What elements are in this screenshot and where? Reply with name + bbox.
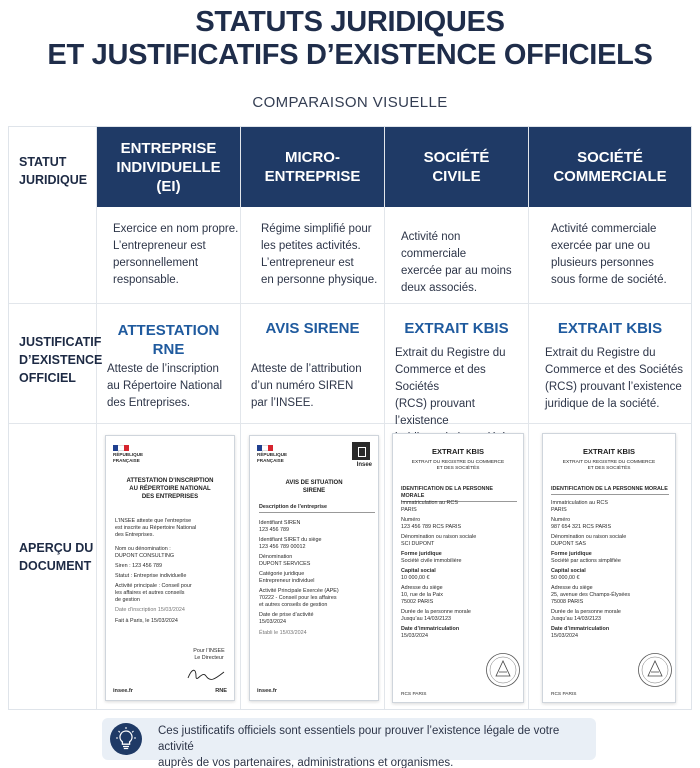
french-flag-icon bbox=[113, 445, 129, 451]
sirene-title-line: AVIS DE SITUATION bbox=[285, 480, 343, 486]
doc-title-line: ATTESTATION bbox=[117, 322, 220, 339]
french-flag-icon bbox=[257, 445, 273, 451]
sirene-field-label: Dénomination bbox=[259, 554, 293, 560]
row-label-line: JURIDIQUE bbox=[19, 173, 88, 187]
sirene-field-value: 70222 - Conseil pour les affaires bbox=[259, 595, 337, 601]
kbis-civile-footer: RCS PARIS bbox=[401, 692, 427, 697]
col-divider bbox=[384, 127, 385, 709]
kbis-subtitle-line: EXTRAIT DU REGISTRE DU COMMERCE bbox=[562, 460, 656, 465]
rne-field: Statut : Entreprise individuelle bbox=[115, 573, 187, 579]
row-label-justificatif bbox=[19, 333, 103, 387]
seal-icon bbox=[485, 652, 521, 688]
sirene-fields bbox=[259, 520, 377, 637]
sirene-field-value: DUPONT SERVICES bbox=[259, 561, 311, 567]
doc-desc-line: Atteste de l’attribution bbox=[251, 363, 362, 375]
kbis-civile-subtitle bbox=[393, 460, 523, 472]
kbis-commerciale-subtitle bbox=[543, 460, 675, 472]
sirene-field-value: 123 456 789 bbox=[259, 527, 289, 533]
header-civile bbox=[385, 127, 528, 207]
rne-field: les affaires et autres conseils bbox=[115, 590, 185, 596]
kbis-field-value: DUPONT SAS bbox=[551, 541, 586, 547]
sirene-footer: insee.fr bbox=[257, 688, 277, 694]
rne-signatory bbox=[186, 648, 232, 662]
kbis-field-value: 75008 PARIS bbox=[551, 599, 584, 605]
rne-field: de gestion bbox=[115, 597, 140, 603]
sirene-field-label: Date de prise d’activité bbox=[259, 612, 314, 618]
header-micro bbox=[241, 127, 384, 207]
lightbulb-icon bbox=[110, 723, 142, 755]
kbis-field-label: Immatriculation au RCS bbox=[401, 500, 458, 506]
footer-note bbox=[102, 718, 596, 768]
kbis-field-label: Durée de la personne morale bbox=[551, 609, 621, 615]
kbis-civile-fields bbox=[401, 500, 519, 640]
desc-line: responsable. bbox=[113, 274, 179, 286]
header-line: SOCIÉTÉ bbox=[577, 149, 643, 166]
rne-field: Date d’inscription 15/03/2024 bbox=[115, 607, 185, 613]
rne-field: Activité principale : Conseil pour bbox=[115, 583, 192, 589]
rne-title-line: ATTESTATION D’INSCRIPTION bbox=[126, 478, 214, 484]
kbis-field-label: Adresse du siège bbox=[551, 585, 593, 591]
footer-note-line: auprès de vos partenaires, administrations et organismes. bbox=[158, 757, 454, 768]
desc-line: Exercice en nom propre. bbox=[113, 223, 239, 235]
doc-desc-sirene bbox=[251, 361, 383, 412]
footer-note-line: Ces justificatifs officiels sont essentiels pour prouver l’existence légale de votre activité bbox=[158, 725, 560, 753]
page-title bbox=[0, 6, 700, 72]
desc-line: sous forme de société. bbox=[551, 274, 667, 286]
rne-field: Fait à Paris, le 15/03/2024 bbox=[115, 618, 178, 624]
kbis-commerciale-title: EXTRAIT KBIS bbox=[582, 447, 636, 456]
sirene-field-label: Identifiant SIREN bbox=[259, 520, 301, 526]
sirene-field-value: Entrepreneur individuel bbox=[259, 578, 315, 584]
rne-fields bbox=[115, 546, 231, 625]
sirene-title-line: SIRENE bbox=[302, 488, 326, 494]
republique-label bbox=[113, 452, 143, 463]
desc-line: plusieurs personnes bbox=[551, 257, 654, 269]
header-commerciale bbox=[529, 127, 691, 207]
kbis-field-label: Dénomination ou raison sociale bbox=[401, 534, 477, 540]
kbis-field-value: Société civile immobilière bbox=[401, 558, 462, 564]
row-label-line: DOCUMENT bbox=[19, 559, 92, 573]
rne-signatory-line: Le Directeur bbox=[194, 655, 224, 661]
sirene-field-label: Activité Principale Exercée (APE) bbox=[259, 588, 339, 594]
kbis-field-value: 75002 PARIS bbox=[401, 599, 434, 605]
kbis-field-label: Date d’immatriculation bbox=[551, 626, 610, 632]
col-divider bbox=[96, 127, 97, 709]
kbis-field-value: 25, avenue des Champs-Élysées bbox=[551, 592, 631, 598]
desc-line: les petites activités. bbox=[261, 240, 361, 252]
desc-line: Activité non commerciale bbox=[401, 231, 467, 260]
kbis-subtitle-line: EXTRAIT DU REGISTRE DU COMMERCE bbox=[411, 460, 505, 465]
desc-line: L’entrepreneur est bbox=[113, 240, 206, 252]
header-line: INDIVIDUELLE bbox=[116, 158, 221, 176]
desc-line: deux associés. bbox=[401, 282, 478, 294]
sirene-field-value: et autres conseils de gestion bbox=[259, 602, 328, 608]
kbis-commerciale-document-preview bbox=[542, 433, 676, 703]
kbis-field-label: Adresse du siège bbox=[401, 585, 443, 591]
header-line: (EI) bbox=[156, 177, 181, 195]
doc-title-sirene: AVIS SIRENE bbox=[265, 320, 360, 337]
doc-title-kbis-commerciale: EXTRAIT KBIS bbox=[557, 320, 663, 337]
kbis-field-value: Jusqu’au 14/03/2123 bbox=[551, 616, 602, 622]
row-label-statut bbox=[19, 153, 99, 189]
rne-intro-line: est inscrite au Répertoire National bbox=[115, 525, 197, 531]
comparison-table bbox=[8, 126, 692, 710]
kbis-field-value: 50 000,00 € bbox=[551, 575, 580, 581]
doc-desc-line: (RCS) prouvant l’existence bbox=[395, 398, 475, 427]
rne-title-line: DES ENTREPRISES bbox=[141, 494, 199, 500]
kbis-field-value: 10 000,00 € bbox=[401, 575, 430, 581]
rne-footer-left: insee.fr bbox=[113, 688, 133, 694]
doc-title-line: RNE bbox=[152, 341, 185, 358]
kbis-field-value: 15/03/2024 bbox=[551, 633, 578, 639]
seal-icon bbox=[637, 652, 673, 688]
desc-commerciale bbox=[551, 221, 687, 289]
row-label-line: D’EXISTENCE bbox=[19, 353, 103, 367]
doc-desc-line: d’un numéro SIREN bbox=[251, 380, 354, 392]
rne-intro-line: des Entreprises. bbox=[115, 532, 154, 538]
doc-desc-line: Atteste de l’inscription bbox=[107, 363, 219, 375]
republique-line: FRANÇAISE bbox=[113, 457, 140, 463]
doc-title-rne bbox=[97, 321, 240, 359]
row-label-line: STATUT bbox=[19, 155, 67, 169]
rne-footer-right: RNE bbox=[215, 688, 227, 694]
row-divider bbox=[9, 423, 691, 424]
republique-line: FRANÇAISE bbox=[257, 457, 284, 463]
kbis-civile-document-preview bbox=[392, 433, 524, 703]
desc-line: L’entrepreneur est bbox=[261, 257, 354, 269]
page-subtitle: COMPARAISON VISUELLE bbox=[252, 94, 448, 111]
kbis-field-label: Immatriculation au RCS bbox=[551, 500, 608, 506]
kbis-civile-title: EXTRAIT KBIS bbox=[431, 447, 485, 456]
doc-desc-line: des Entreprises. bbox=[107, 397, 191, 409]
doc-desc-line: Extrait du Registre du bbox=[545, 347, 656, 359]
desc-civile bbox=[401, 229, 527, 297]
row-label-apercu bbox=[19, 539, 99, 575]
row-label-line: JUSTIFICATIF bbox=[19, 335, 102, 349]
sirene-field-value: 123 456 789 00012 bbox=[259, 544, 306, 550]
rne-doc-title bbox=[106, 477, 234, 501]
rne-intro bbox=[115, 518, 231, 539]
header-line: COMMERCIALE bbox=[553, 168, 667, 185]
kbis-field-value: SCI DUPONT bbox=[401, 541, 435, 547]
rne-signatory-line: Pour l’INSEE bbox=[193, 648, 225, 654]
kbis-field-label: Numéro bbox=[551, 517, 571, 523]
header-line: ENTREPRISE bbox=[264, 168, 361, 185]
title-line-2: ET JUSTIFICATIFS D’EXISTENCE OFFICIELS bbox=[47, 39, 653, 71]
kbis-subtitle-line: ET DES SOCIÉTÉS bbox=[587, 466, 631, 471]
doc-title-kbis-civile: EXTRAIT KBIS bbox=[404, 320, 509, 337]
desc-micro bbox=[261, 221, 385, 289]
kbis-field-label: Forme juridique bbox=[401, 551, 442, 557]
doc-desc-kbis-civile bbox=[395, 345, 529, 447]
sirene-section: Description de l’entreprise bbox=[259, 504, 375, 513]
footer-note-text bbox=[158, 723, 588, 768]
rne-intro-line: L’INSEE atteste que l’entreprise bbox=[115, 518, 192, 524]
kbis-civile-section: IDENTIFICATION DE LA PERSONNE MORALE bbox=[401, 486, 517, 502]
desc-line: exercée par au moins bbox=[401, 265, 512, 277]
col-divider bbox=[240, 127, 241, 709]
kbis-commerciale-fields bbox=[551, 500, 671, 640]
doc-desc-line: (RCS) prouvant l’existence bbox=[545, 381, 682, 393]
sirene-doc-title bbox=[250, 479, 378, 495]
insee-label: Insee bbox=[356, 462, 372, 468]
rne-field: Siren : 123 456 789 bbox=[115, 563, 163, 569]
header-ei bbox=[97, 127, 240, 207]
row-label-line: APERÇU DU bbox=[19, 541, 94, 555]
desc-line: Régime simplifié pour bbox=[261, 223, 372, 235]
kbis-field-value: 10, rue de la Paix bbox=[401, 592, 443, 598]
kbis-field-label: Forme juridique bbox=[551, 551, 592, 557]
kbis-field-label: Dénomination ou raison sociale bbox=[551, 534, 627, 540]
sirene-etabli: Établi le 15/03/2024 bbox=[259, 630, 307, 636]
doc-desc-line: Extrait du Registre du bbox=[395, 347, 506, 359]
kbis-field-value: 987 654 321 RCS PARIS bbox=[551, 524, 612, 530]
sirene-document-preview bbox=[249, 435, 379, 701]
desc-line: personnellement bbox=[113, 257, 199, 269]
doc-desc-line: juridique de la société. bbox=[545, 398, 660, 410]
header-line: CIVILE bbox=[432, 168, 481, 185]
kbis-field-label: Capital social bbox=[401, 568, 436, 574]
kbis-field-value: 123 456 789 RCS PARIS bbox=[401, 524, 462, 530]
republique-line: RÉPUBLIQUE bbox=[113, 452, 144, 457]
row-label-line: OFFICIEL bbox=[19, 371, 76, 385]
kbis-commerciale-footer: RCS PARIS bbox=[551, 692, 577, 697]
kbis-field-label: Date d’immatriculation bbox=[401, 626, 460, 632]
signature-icon bbox=[186, 666, 226, 682]
doc-desc-line: Commerce et des Sociétés bbox=[545, 364, 684, 376]
kbis-field-value: Société par actions simplifiée bbox=[551, 558, 621, 564]
sirene-field-label: Identifiant SIRET du siège bbox=[259, 537, 322, 543]
rne-field: DUPONT CONSULTING bbox=[115, 553, 175, 559]
kbis-field-label: Durée de la personne morale bbox=[401, 609, 471, 615]
doc-desc-line: Commerce et des Sociétés bbox=[395, 364, 486, 393]
doc-desc-kbis-commerciale bbox=[545, 345, 687, 413]
kbis-field-label: Numéro bbox=[401, 517, 421, 523]
row-divider bbox=[9, 303, 691, 304]
kbis-field-value: PARIS bbox=[401, 507, 417, 513]
rne-title-line: AU RÉPERTOIRE NATIONAL bbox=[129, 486, 211, 492]
kbis-field-label: Capital social bbox=[551, 568, 586, 574]
insee-logo-icon bbox=[352, 442, 370, 460]
desc-ei bbox=[113, 221, 239, 289]
kbis-subtitle-line: ET DES SOCIÉTÉS bbox=[436, 466, 480, 471]
desc-line: en personne physique. bbox=[261, 274, 378, 286]
title-line-1: STATUTS JURIDIQUES bbox=[195, 6, 505, 38]
doc-desc-line: au Répertoire National bbox=[107, 380, 223, 392]
desc-line: exercée par une ou bbox=[551, 240, 651, 252]
kbis-field-value: Jusqu’au 14/03/2123 bbox=[401, 616, 452, 622]
republique-line: RÉPUBLIQUE bbox=[257, 452, 288, 457]
desc-line: Activité commerciale bbox=[551, 223, 657, 235]
kbis-field-value: PARIS bbox=[551, 507, 567, 513]
header-line: ENTREPRISE bbox=[120, 139, 217, 157]
doc-desc-rne bbox=[107, 361, 239, 412]
doc-desc-line: par l’INSEE. bbox=[251, 397, 314, 409]
sirene-field-value: 15/03/2024 bbox=[259, 619, 286, 625]
kbis-commerciale-section: IDENTIFICATION DE LA PERSONNE MORALE bbox=[551, 486, 669, 495]
kbis-field-value: 15/03/2024 bbox=[401, 633, 428, 639]
sirene-field-label: Catégorie juridique bbox=[259, 571, 305, 577]
header-line: MICRO- bbox=[284, 149, 340, 166]
republique-label bbox=[257, 452, 287, 463]
rne-document-preview bbox=[105, 435, 235, 701]
rne-field: Nom ou dénomination : bbox=[115, 546, 171, 552]
header-line: SOCIÉTÉ bbox=[423, 149, 490, 166]
